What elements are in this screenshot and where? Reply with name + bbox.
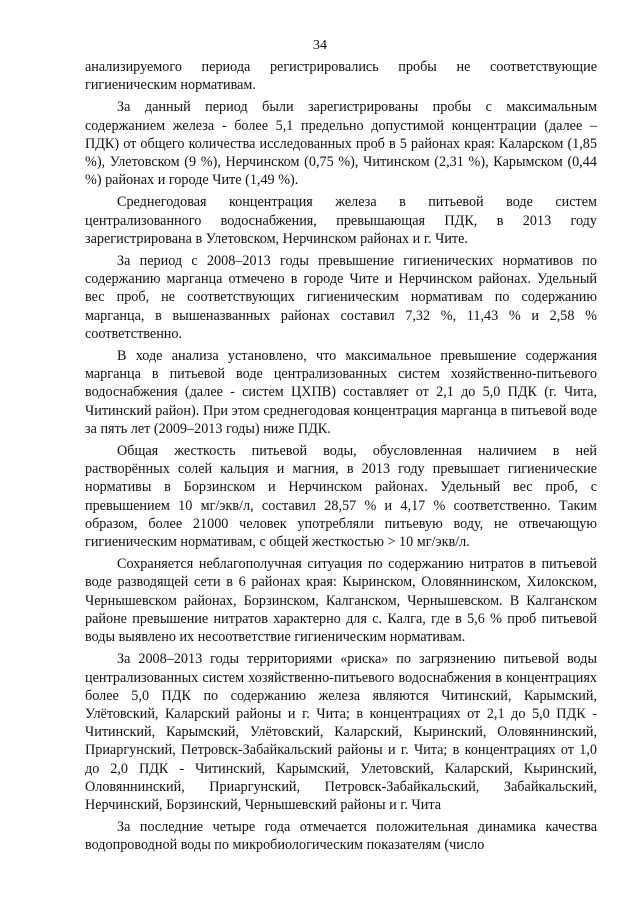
paragraph-nitrates: Сохраняется неблагополучная ситуация по содержанию нитратов в питьевой воде разводящей сети в 6 районах края: Кыринском, Оловяннинском, Хилокском, Чернышевском районах, Борзинском, Калганском, Чернышевском. В Калганском районе превышение нитратов характерно для с. Калга, где в 5,6 % проб питьевой воды выявлено их несоответствие гигиеническим нормативам. xyxy=(85,556,597,646)
page-number: 34 xyxy=(313,38,327,53)
page-body xyxy=(85,58,597,859)
paragraph-iron-annual-average: Среднегодовая концентрация железа в питьевой воде систем централизованного водоснабжения, превышающая ПДК, в 2013 году зарегистрирована в Улетовском, Нерчинском районах и г. Чите. xyxy=(85,194,597,247)
paragraph-microbiological-dynamics: За последние четыре года отмечается положительная динамика качества водопроводной воды по микробиологическим показателям (число xyxy=(85,819,597,854)
paragraph-manganese-analysis: В ходе анализа установлено, что максимальное превышение содержания марганца в питьевой воде централизованных систем хозяйственно-питьевого водоснабжения (далее - систем ЦХПВ) составляет от 2,1 до 5,0 ПДК (г. Чита, Читинский район). При этом среднегодовая концентрация марганца в питьевой воде за пять лет (2009–2013 годы) ниже ПДК. xyxy=(85,348,597,437)
paragraph-iron-max-concentration: За данный период были зарегистрированы пробы с максимальным содержанием железа - более 5,1 предельно допустимой концентрации (далее – ПДК) от общего количества исследованных проб в 5 районах края: Каларском (1,85 %), Улетовском (9 %), Нерчинском (0,75 %), Читинском (2,31 %), Карымском (0,44 %) районах и городе Чите (1,49 %). xyxy=(85,99,597,189)
paragraph-continuation: анализируемого периода регистрировались пробы не соответствующие гигиеническим нормативам. xyxy=(85,59,597,94)
paragraph-risk-territories: За 2008–2013 годы территориями «риска» по загрязнению питьевой воды централизованных систем хозяйственно-питьевого водоснабжения в концентрациях более 5,0 ПДК по содержанию железа являются Читинский, Карымский, Улётовский, Каларский районы и г. Чита; в концентрациях от 2,1 до 5,0 ПДК - Читинский, Карымский, Улётовский, Каларский, Кыринский, Оловяннинский, Приаргунский, Петровск-Забайкальский районы и г. Чита; в концентрациях от 1,0 до 2,0 ПДК - Читинский, Карымский, Улетовский, Каларский, Кыринский, Оловяннинский, Приаргунский, Петровск-Забайкальский, Забайкальский, Нерчинский, Борзинский, Чернышевский районы и г. Чита xyxy=(85,651,597,813)
paragraph-manganese-exceedance: За период с 2008–2013 годы превышение гигиенических нормативов по содержанию марганца отмечено в городе Чите и Нерчинском районах. Удельный вес проб, не соответствующих гигиеническим нормативам по содержанию марганца, в вышеназванных районах составил 7,32 %, 11,43 % и 2,58 % соответственно. xyxy=(85,253,597,342)
paragraph-water-hardness: Общая жесткость питьевой воды, обусловленная наличием в ней растворённых солей кальция и магния, в 2013 году превышает гигиенические нормативы в Борзинском и Нерчинском районах. Удельный вес проб, с превышением 10 мг/экв/л, составил 28,57 % и 4,17 % соответственно. Таким образом, более 21000 человек употребляли питьевую воду, не отвечающую гигиеническим нормативам, с общей жесткостью > 10 мг/экв/л. xyxy=(85,443,597,551)
